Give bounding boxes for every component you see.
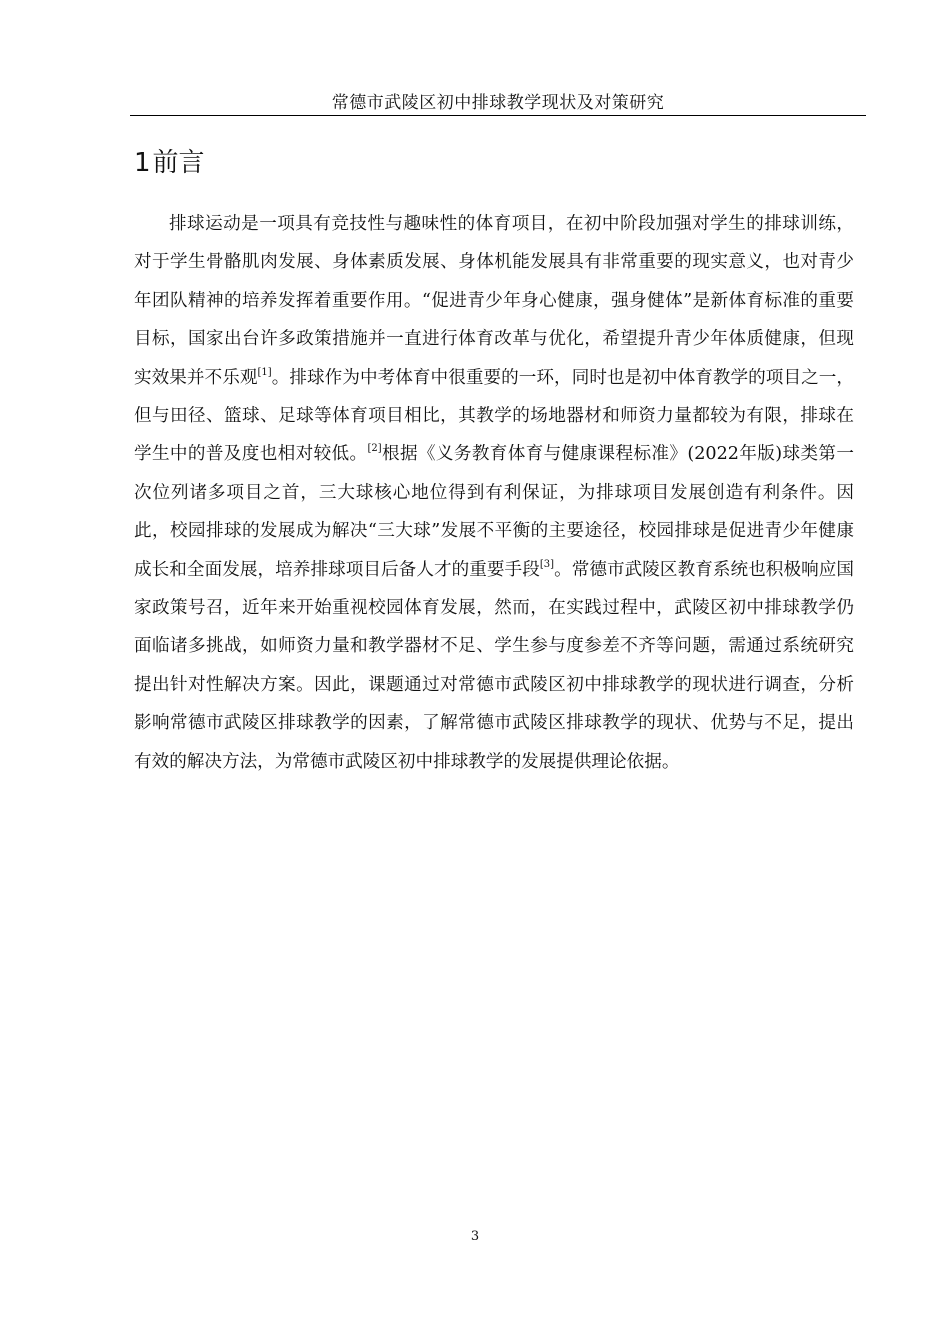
body-paragraph (134, 205, 854, 781)
citation-2: [2] (367, 443, 382, 455)
running-header: 常德市武陵区初中排球教学现状及对策研究 (331, 93, 665, 113)
header-rule (130, 115, 866, 116)
citation-1: [1] (257, 366, 272, 378)
paragraph-text-4: 。常德市武陵区教育系统也积极响应国家政策号召，近年来开始重视校园体育发展，然而，在实践过程中，武陵区初中排球教学仍面临诸多挑战，如师资力量和教学器材不足、学生参与度参差不齐等问题，需通过系统研究提出针对性解决方案。因此，课题通过对常德市武陵区初中排球教学的现状进行调查，分析影响常德市武陵区排球教学的因素，了解常德市武陵区排球教学的现状、优势与不足，提出有效的解决方法，为常德市武陵区初中排球教学的发展提供理论依据。 (134, 559, 854, 772)
paragraph-text-2: 。排球作为中考体育中很重要的一环，同时也是初中体育教学的项目之一，但与田径、篮球、足球等体育项目相比，其教学的场地器材和师资力量都较为有限，排球在学生中的普及度也相对较低。 (134, 367, 854, 465)
section-title-text: 前言 (152, 148, 205, 178)
section-heading (134, 146, 205, 180)
page-number: 3 (470, 1229, 480, 1244)
citation-3: [3] (539, 558, 555, 570)
section-number: 1 (134, 148, 151, 178)
paragraph-text-1: 排球运动是一项具有竞技性与趣味性的体育项目，在初中阶段加强对学生的排球训练，对于学生骨骼肌肉发展、身体素质发展、身体机能发展具有非常重要的现实意义，也对青少年团队精神的培养发挥着重要作用。“促进青少年身心健康，强身健体”是新体育标准的重要目标，国家出台许多政策措施并一直进行体育改革与优化，希望提升青少年体质健康，但现实效果并不乐观 (134, 214, 854, 388)
paragraph-text-3: 根据《义务教育体育与健康课程标准》(2022年版)球类第一次位列诸多项目之首，三大球核心地位得到有利保证，为排球项目发展创造有利条件。因此，校园排球的发展成为解决“三大球”发展不平衡的主要途径，校园排球是促进青少年健康成长和全面发展，培养排球项目后备人才的重要手段 (134, 444, 854, 580)
